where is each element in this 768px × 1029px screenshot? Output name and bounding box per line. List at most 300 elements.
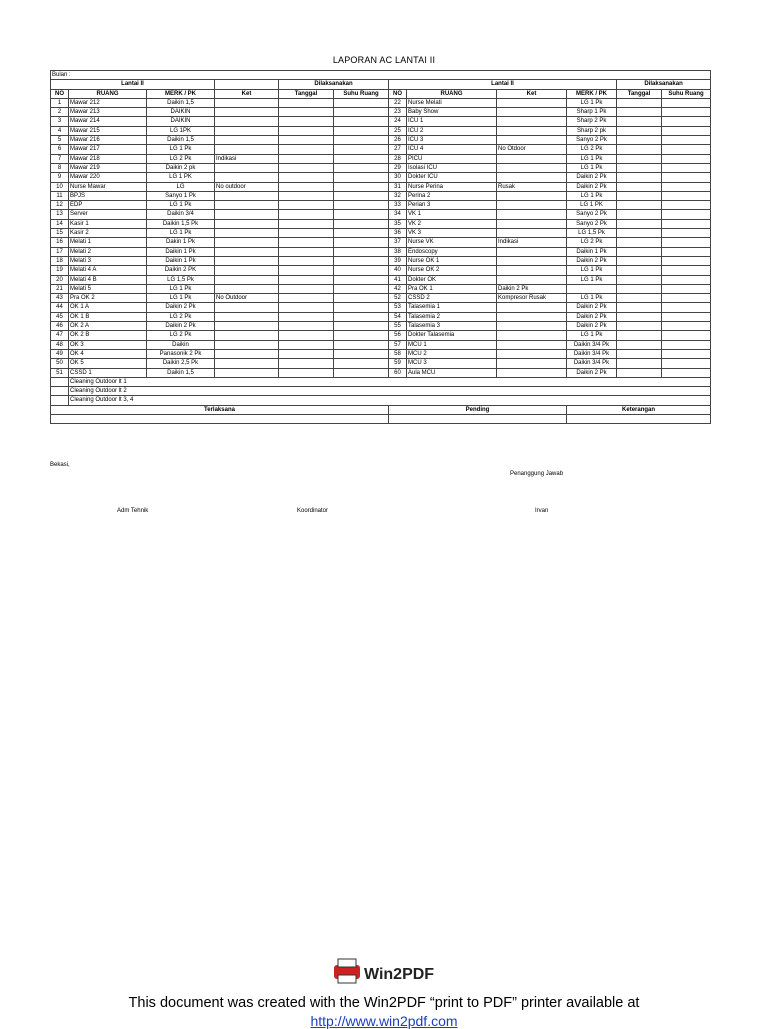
- row-suhu-left: [334, 256, 389, 265]
- row-ket-left: [215, 359, 279, 368]
- row-tanggal-left: [279, 163, 334, 172]
- row-merk-left: LG 1 Pk: [147, 284, 215, 293]
- row-ruang-right: Talasemia 2: [407, 312, 497, 321]
- row-ket-right: Indikasi: [497, 238, 567, 247]
- row-merk-right: Sanyo 2 Pk: [567, 210, 617, 219]
- cleaning-row: [51, 387, 711, 396]
- row-ket-left: [215, 256, 279, 265]
- row-ruang-left: Mawar 220: [69, 173, 147, 182]
- row-ruang-right: Dokter OK: [407, 275, 497, 284]
- row-ket-left: No outdoor: [215, 182, 279, 191]
- row-merk-right: LG 2 Pk: [567, 145, 617, 154]
- row-suhu-left: [334, 322, 389, 331]
- pending-box[interactable]: [389, 414, 567, 423]
- row-merk-left: LG 2 Pk: [147, 331, 215, 340]
- row-suhu-right: [662, 201, 711, 210]
- dilaksanakan-header-right: Dilaksanakan: [617, 80, 711, 89]
- row-suhu-right: [662, 284, 711, 293]
- row-no-left: 7: [51, 154, 69, 163]
- row-ket-left: [215, 284, 279, 293]
- row-ket-right: [497, 201, 567, 210]
- row-no-right: 23: [389, 108, 407, 117]
- no-header: NO: [51, 89, 69, 98]
- row-merk-right: LG 1 Pk: [567, 275, 617, 284]
- row-suhu-left: [334, 349, 389, 358]
- row-no-left: 12: [51, 201, 69, 210]
- row-suhu-left: [334, 294, 389, 303]
- row-merk-right: Daikin 2 Pk: [567, 322, 617, 331]
- row-ket-right: No Otdoor: [497, 145, 567, 154]
- row-merk-left: Daikin 1,5: [147, 136, 215, 145]
- row-ket-right: [497, 331, 567, 340]
- row-tanggal-left: [279, 191, 334, 200]
- row-ruang-right: Nurse VK: [407, 238, 497, 247]
- row-ruang-left: Nurse Mawar: [69, 182, 147, 191]
- row-merk-left: LG 1 Pk: [147, 145, 215, 154]
- terlaksana-header: Terlaksana: [51, 405, 389, 414]
- signature-irvan: Irvan: [535, 508, 549, 514]
- row-ruang-left: EDP: [69, 201, 147, 210]
- row-suhu-left: [334, 229, 389, 238]
- row-tanggal-right: [617, 210, 662, 219]
- row-suhu-left: [334, 219, 389, 228]
- signature-penanggung-jawab: Penanggung Jawab: [510, 471, 564, 477]
- row-suhu-right: [662, 173, 711, 182]
- row-suhu-left: [334, 173, 389, 182]
- row-ket-right: [497, 349, 567, 358]
- row-tanggal-left: [279, 108, 334, 117]
- row-tanggal-left: [279, 275, 334, 284]
- row-ket-right: [497, 340, 567, 349]
- row-ruang-right: Endoscopy: [407, 247, 497, 256]
- row-no-left: 18: [51, 256, 69, 265]
- footer-url[interactable]: http://www.win2pdf.com: [310, 1013, 458, 1029]
- row-tanggal-left: [279, 154, 334, 163]
- row-ket-right: [497, 154, 567, 163]
- lantai-header-right: Lantai II: [389, 80, 617, 89]
- row-ket-left: No Outdoor: [215, 294, 279, 303]
- row-no-right: 32: [389, 191, 407, 200]
- row-suhu-left: [334, 284, 389, 293]
- row-no-right: 36: [389, 229, 407, 238]
- row-no-right: 30: [389, 173, 407, 182]
- row-tanggal-right: [617, 322, 662, 331]
- table-row: [51, 284, 711, 293]
- row-no-right: 38: [389, 247, 407, 256]
- row-suhu-right: [662, 294, 711, 303]
- row-tanggal-right: [617, 266, 662, 275]
- row-tanggal-right: [617, 349, 662, 358]
- row-suhu-right: [662, 275, 711, 284]
- row-suhu-left: [334, 136, 389, 145]
- row-ket-left: [215, 238, 279, 247]
- row-ket-left: [215, 117, 279, 126]
- row-ruang-right: Dokter ICU: [407, 173, 497, 182]
- row-ruang-left: Mawar 219: [69, 163, 147, 172]
- signature-koordinator: Koordinator: [297, 508, 329, 514]
- table-row: [51, 126, 711, 135]
- row-tanggal-left: [279, 303, 334, 312]
- row-suhu-right: [662, 266, 711, 275]
- row-tanggal-left: [279, 322, 334, 331]
- row-ket-left: [215, 191, 279, 200]
- row-ket-left: [215, 145, 279, 154]
- row-ruang-left: Mawar 218: [69, 154, 147, 163]
- row-ket-left: [215, 210, 279, 219]
- row-no-left: 8: [51, 163, 69, 172]
- row-suhu-right: [662, 322, 711, 331]
- row-merk-left: LG: [147, 182, 215, 191]
- row-tanggal-right: [617, 238, 662, 247]
- row-tanggal-right: [617, 303, 662, 312]
- row-no-left: 5: [51, 136, 69, 145]
- row-ket-left: [215, 266, 279, 275]
- row-ruang-left: Kasir 1: [69, 219, 147, 228]
- row-ruang-left: Mawar 212: [69, 98, 147, 107]
- header-row-1: [51, 80, 711, 89]
- row-tanggal-right: [617, 368, 662, 377]
- row-ruang-right: Nurse OK 1: [407, 256, 497, 265]
- row-suhu-right: [662, 154, 711, 163]
- row-tanggal-left: [279, 219, 334, 228]
- table-row: [51, 191, 711, 200]
- row-ruang-right: Nurse Melati: [407, 98, 497, 107]
- row-tanggal-left: [279, 201, 334, 210]
- table-row: [51, 108, 711, 117]
- row-ruang-right: Aula MCU: [407, 368, 497, 377]
- row-ket-left: [215, 275, 279, 284]
- table-row: [51, 98, 711, 107]
- row-merk-right: Daikin 3/4 Pk: [567, 359, 617, 368]
- cleaning-row: [51, 396, 711, 405]
- win2pdf-logo-text: Win2PDF: [364, 966, 435, 983]
- row-ruang-right: Nurse Perina: [407, 182, 497, 191]
- row-ket-right: [497, 256, 567, 265]
- row-no-right: 29: [389, 163, 407, 172]
- row-tanggal-left: [279, 284, 334, 293]
- row-suhu-left: [334, 266, 389, 275]
- row-merk-right: Daikin 2 Pk: [567, 182, 617, 191]
- row-ruang-left: Melati 2: [69, 247, 147, 256]
- table-row: [51, 163, 711, 172]
- row-tanggal-right: [617, 284, 662, 293]
- row-tanggal-right: [617, 136, 662, 145]
- row-ruang-left: OK 5: [69, 359, 147, 368]
- row-no-right: 34: [389, 210, 407, 219]
- row-ket-right: [497, 229, 567, 238]
- row-no-left: 47: [51, 331, 69, 340]
- row-ruang-right: MCU 3: [407, 359, 497, 368]
- row-ket-right: Kompresor Rusak: [497, 294, 567, 303]
- row-merk-right: Daikin 3/4 Pk: [567, 349, 617, 358]
- row-suhu-left: [334, 312, 389, 321]
- row-ruang-right: Perian 3: [407, 201, 497, 210]
- row-merk-right: Sanyo 2 Pk: [567, 219, 617, 228]
- row-suhu-right: [662, 229, 711, 238]
- row-tanggal-left: [279, 312, 334, 321]
- row-tanggal-right: [617, 359, 662, 368]
- row-no-left: 49: [51, 349, 69, 358]
- row-merk-left: LG 2 Pk: [147, 312, 215, 321]
- row-ket-right: [497, 303, 567, 312]
- row-ruang-left: Pra OK 2: [69, 294, 147, 303]
- row-ket-right: [497, 247, 567, 256]
- row-tanggal-left: [279, 145, 334, 154]
- table-row: [51, 275, 711, 284]
- row-ruang-right: Pra OK 1: [407, 284, 497, 293]
- row-ruang-right: VK 3: [407, 229, 497, 238]
- row-no-right: 42: [389, 284, 407, 293]
- row-merk-left: Daikin 2,5 Pk: [147, 359, 215, 368]
- row-merk-right: LG 1 Pk: [567, 266, 617, 275]
- row-merk-left: LG 1 PK: [147, 173, 215, 182]
- row-tanggal-right: [617, 154, 662, 163]
- row-suhu-left: [334, 210, 389, 219]
- row-ket-right: [497, 368, 567, 377]
- table-row: [51, 136, 711, 145]
- row-ruang-right: Perina 2: [407, 191, 497, 200]
- row-tanggal-left: [279, 98, 334, 107]
- row-merk-left: Daikin 3/4: [147, 210, 215, 219]
- cleaning-row: [51, 377, 711, 386]
- row-tanggal-right: [617, 126, 662, 135]
- row-merk-right: Sharp 2 pk: [567, 126, 617, 135]
- row-ruang-right: PICU: [407, 154, 497, 163]
- row-ket-left: [215, 340, 279, 349]
- header-row-2: [51, 89, 711, 98]
- row-tanggal-right: [617, 294, 662, 303]
- row-ket-right: [497, 117, 567, 126]
- row-no-right: 53: [389, 303, 407, 312]
- row-ruang-left: Melati 3: [69, 256, 147, 265]
- row-tanggal-left: [279, 136, 334, 145]
- table-row: [51, 173, 711, 182]
- row-tanggal-right: [617, 247, 662, 256]
- row-merk-left: Daikin 1,5 Pk: [147, 219, 215, 228]
- row-ket-right: [497, 312, 567, 321]
- row-ruang-left: Melati 4 A: [69, 266, 147, 275]
- row-ruang-left: Mawar 216: [69, 136, 147, 145]
- row-suhu-left: [334, 182, 389, 191]
- table-row: [51, 154, 711, 163]
- row-no-left: 4: [51, 126, 69, 135]
- row-ket-right: [497, 108, 567, 117]
- keterangan-box[interactable]: [567, 414, 711, 423]
- row-no-left: 45: [51, 312, 69, 321]
- row-no-right: 24: [389, 117, 407, 126]
- row-tanggal-right: [617, 173, 662, 182]
- signature-adm-tehnik: Adm Tehnik: [117, 508, 149, 514]
- table-row: [51, 256, 711, 265]
- row-ket-right: Rusak: [497, 182, 567, 191]
- row-ket-left: Indikasi: [215, 154, 279, 163]
- row-no-right: 60: [389, 368, 407, 377]
- table-row: [51, 219, 711, 228]
- row-ruang-right: ICU 3: [407, 136, 497, 145]
- ruang-header: RUANG: [407, 89, 497, 98]
- row-merk-left: Daikin 1 Pk: [147, 247, 215, 256]
- row-tanggal-left: [279, 238, 334, 247]
- row-ruang-right: MCU 2: [407, 349, 497, 358]
- row-suhu-right: [662, 247, 711, 256]
- row-ket-left: [215, 108, 279, 117]
- row-tanggal-right: [617, 340, 662, 349]
- row-no-right: 35: [389, 219, 407, 228]
- row-merk-right: LG 2 Pk: [567, 238, 617, 247]
- row-merk-left: Daikin 1 Pk: [147, 256, 215, 265]
- row-no-right: 54: [389, 312, 407, 321]
- row-merk-left: Sanyo 1 Pk: [147, 191, 215, 200]
- row-no-left: 20: [51, 275, 69, 284]
- row-ket-left: [215, 98, 279, 107]
- row-tanggal-right: [617, 201, 662, 210]
- row-ket-right: [497, 136, 567, 145]
- row-merk-left: Panasonik 2 Pk: [147, 349, 215, 358]
- row-ruang-right: Dokter Talasemia: [407, 331, 497, 340]
- row-suhu-right: [662, 349, 711, 358]
- row-ket-right: [497, 266, 567, 275]
- row-no-right: 57: [389, 340, 407, 349]
- row-tanggal-right: [617, 219, 662, 228]
- row-suhu-right: [662, 238, 711, 247]
- table-row: [51, 210, 711, 219]
- row-merk-left: LG 1 Pk: [147, 229, 215, 238]
- row-no-left: 13: [51, 210, 69, 219]
- row-ket-right: [497, 98, 567, 107]
- merk-header: MERK / PK: [147, 89, 215, 98]
- table-row: [51, 294, 711, 303]
- row-suhu-left: [334, 340, 389, 349]
- footer-text: This document was created with the Win2PDF “print to PDF” printer available at: [128, 995, 640, 1011]
- row-ket-left: [215, 303, 279, 312]
- ket-header: Ket: [215, 89, 279, 98]
- no-header: NO: [389, 89, 407, 98]
- row-merk-right: LG 1 Pk: [567, 98, 617, 107]
- row-ruang-left: OK 1 A: [69, 303, 147, 312]
- row-ket-left: [215, 322, 279, 331]
- table-row: [51, 312, 711, 321]
- ac-report-table: [50, 70, 711, 424]
- row-merk-left: LG 2 Pk: [147, 154, 215, 163]
- row-no-right: 33: [389, 201, 407, 210]
- row-ruang-left: Kasir 2: [69, 229, 147, 238]
- row-tanggal-right: [617, 331, 662, 340]
- row-ruang-left: Mawar 215: [69, 126, 147, 135]
- table-row: [51, 117, 711, 126]
- row-suhu-right: [662, 210, 711, 219]
- row-tanggal-right: [617, 256, 662, 265]
- tanggal-header: Tanggal: [279, 89, 334, 98]
- row-no-left: 3: [51, 117, 69, 126]
- page-title: LAPORAN AC LANTAI II: [332, 55, 436, 65]
- win2pdf-logo: [330, 955, 440, 987]
- row-ruang-left: CSSD 1: [69, 368, 147, 377]
- table-row: [51, 322, 711, 331]
- merk-header: MERK / PK: [567, 89, 617, 98]
- bulan-label: Bulan :: [51, 71, 711, 80]
- row-ruang-right: Talasemia 3: [407, 322, 497, 331]
- row-ket-right: [497, 173, 567, 182]
- table-row: [51, 368, 711, 377]
- row-suhu-right: [662, 163, 711, 172]
- table-row: [51, 340, 711, 349]
- row-tanggal-left: [279, 126, 334, 135]
- row-merk-right: Sharp 1 Pk: [567, 108, 617, 117]
- row-suhu-left: [334, 191, 389, 200]
- table-row: [51, 266, 711, 275]
- row-ruang-left: OK 2 A: [69, 322, 147, 331]
- row-suhu-right: [662, 256, 711, 265]
- table-row: [51, 359, 711, 368]
- pending-header: Pending: [389, 405, 567, 414]
- row-no-left: 16: [51, 238, 69, 247]
- row-no-left: 17: [51, 247, 69, 256]
- row-merk-right: LG 1 Pk: [567, 163, 617, 172]
- row-no-right: 55: [389, 322, 407, 331]
- summary-header-row: [51, 405, 711, 414]
- suhu-header: Suhu Ruang: [334, 89, 389, 98]
- row-merk-left: Daikin: [147, 340, 215, 349]
- row-ket-left: [215, 163, 279, 172]
- row-ruang-left: OK 3: [69, 340, 147, 349]
- row-merk-right: Daikin 1 Pk: [567, 247, 617, 256]
- row-merk-right: Daikin 2 Pk: [567, 256, 617, 265]
- row-merk-left: Daikin 1,5: [147, 368, 215, 377]
- terlaksana-box[interactable]: [51, 414, 389, 423]
- row-ruang-right: Nurse OK 2: [407, 266, 497, 275]
- row-merk-left: LG 1,5 Pk: [147, 275, 215, 284]
- row-tanggal-left: [279, 349, 334, 358]
- row-merk-left: Dakin 1 Pk: [147, 238, 215, 247]
- row-ket-left: [215, 247, 279, 256]
- row-suhu-left: [334, 145, 389, 154]
- row-ruang-left: OK 1 B: [69, 312, 147, 321]
- row-tanggal-right: [617, 98, 662, 107]
- row-suhu-right: [662, 126, 711, 135]
- row-merk-right: Daikin 2 Pk: [567, 368, 617, 377]
- signature-place: Bekasi,: [50, 462, 70, 468]
- row-no-left: 46: [51, 322, 69, 331]
- row-ket-left: [215, 201, 279, 210]
- cleaning-label: Cleaning Outdoor lt 3, 4: [69, 396, 711, 405]
- row-tanggal-right: [617, 182, 662, 191]
- row-tanggal-right: [617, 117, 662, 126]
- row-ruang-left: Mawar 214: [69, 117, 147, 126]
- row-ruang-right: Isolasi ICU: [407, 163, 497, 172]
- row-suhu-right: [662, 136, 711, 145]
- row-ruang-left: Melati 4 B: [69, 275, 147, 284]
- row-suhu-right: [662, 303, 711, 312]
- row-ruang-left: BPJS: [69, 191, 147, 200]
- row-merk-right: LG 1 Pk: [567, 191, 617, 200]
- row-no-right: 37: [389, 238, 407, 247]
- row-ruang-right: VK 2: [407, 219, 497, 228]
- row-ket-right: [497, 219, 567, 228]
- row-no-right: 31: [389, 182, 407, 191]
- row-suhu-right: [662, 98, 711, 107]
- row-ruang-right: MCU 1: [407, 340, 497, 349]
- row-ruang-right: ICU 2: [407, 126, 497, 135]
- table-row: [51, 349, 711, 358]
- cleaning-empty: [51, 377, 69, 386]
- row-merk-right: LG 1,5 Pk: [567, 229, 617, 238]
- row-ket-left: [215, 229, 279, 238]
- row-suhu-right: [662, 312, 711, 321]
- row-suhu-right: [662, 219, 711, 228]
- row-suhu-left: [334, 201, 389, 210]
- row-suhu-left: [334, 247, 389, 256]
- ket-header: Ket: [497, 89, 567, 98]
